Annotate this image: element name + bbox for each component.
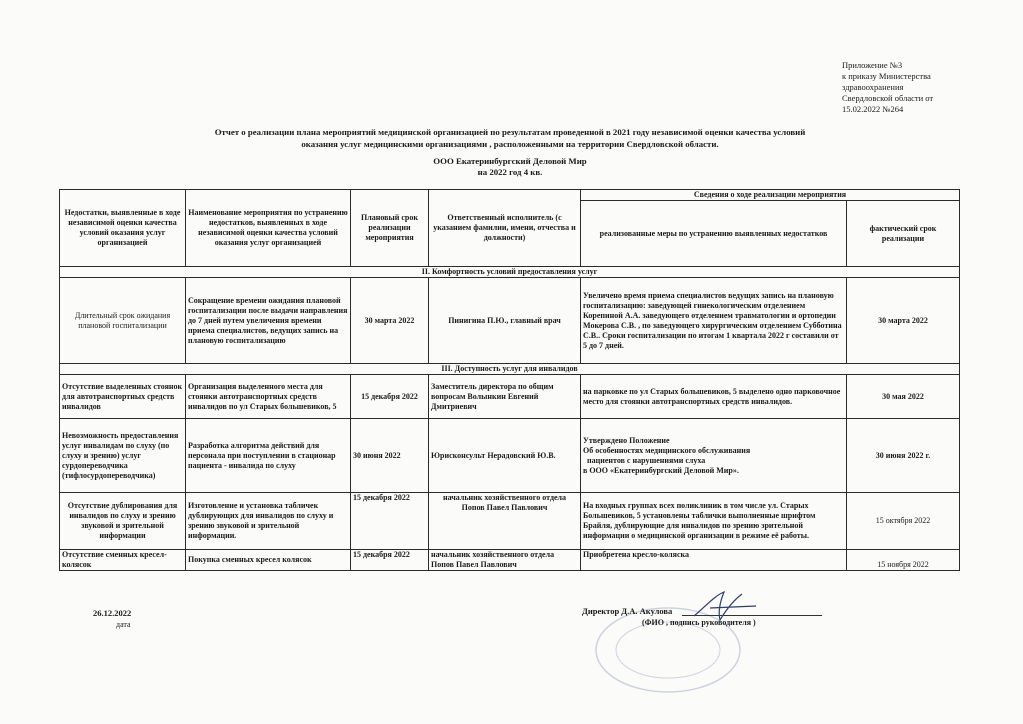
appendix-line: здравоохранения [842,82,904,92]
header-planned: Плановый срок реализации мероприятия [351,190,429,267]
table-row [60,493,960,550]
report-table [59,189,960,571]
cell-measure: Сокращение времени ожидания плановой госпитализации после выдачи направления до 7 дней путем увеличения времени приема специалистов, ведущих запись на плановую госпитализацию [186,278,351,364]
footer-date: 26.12.2022 [93,608,132,618]
appendix-line: Приложение №3 [842,60,903,70]
report-period: на 2022 год 4 кв. [477,167,543,177]
footer-director: Директор Д.А. Акулова [582,606,673,616]
cell-implemented [581,419,847,493]
cell-responsible: Пинигина П.Ю., главный врач [429,278,581,364]
cell-actual: 30 мая 2022 [847,375,960,419]
cell-shortcoming: Отсутствие выделенных стоянок для автотранспортных средств инвалидов [60,375,186,419]
cell-measure: Разработка алгоритма действий для персонала при поступлении в стационар пациента - инвалида по слуху [186,419,351,493]
cell-planned: 15 декабря 2022 [351,375,429,419]
table-row [60,550,960,571]
cell-actual: 15 октября 2022 [847,493,960,550]
table-row [60,375,960,419]
cell-shortcoming: Отсутствие дублирования для инвалидов по слуху и зрению звуковой и зрительной информации [60,493,186,550]
organization-block [370,156,650,178]
organization-name: ООО Екатеринбургский Деловой Мир [433,156,587,166]
section-accessibility: III. Доступность услуг для инвалидов [60,364,960,375]
cell-planned: 15 декабря 2022 [351,493,429,550]
cell-implemented: На входных группах всех поликлиник в том числе ул. Старых Большевиков, 5 установлены таблички выполненные шрифтом Брайля, дублирующие для инвалидов по зрению зрительной информации о медицинской организации в режиме её работы. [581,493,847,550]
cell-responsible: начальник хозяйственного отдела Попов Павел Павлович [429,493,581,550]
implemented-line: Об особенностях медицинского обслуживания [583,445,751,455]
cell-measure: Изготовление и установка табличек дублирующих для инвалидов по слуху и зрению звуковой и зрительной информации. [186,493,351,550]
header-responsible: Ответственный исполнитель (с указанием фамилии, имени, отчества и должности) [429,190,581,267]
cell-shortcoming: Невозможность предоставления услуг инвалидам по слуху (по слуху и зрению) услуг сурдопереводчика (тифлосурдопереводчика) [60,419,186,493]
header-progress: Сведения о ходе реализации мероприятия [581,190,960,201]
cell-shortcoming: Длительный срок ожидания плановой госпитализации [60,278,186,364]
cell-measure: Организация выделенного места для стоянки автотранспортных средств инвалидов по ул Старых большевиков, 5 [186,375,351,419]
report-title-line: оказания услуг медицинскими организациями , расположенными на территории Свердловской области. [301,139,719,149]
table-row [60,278,960,364]
implemented-line: Утверждено Положение [583,435,670,445]
cell-planned: 30 июня 2022 [351,419,429,493]
implemented-line: пациентов с нарушениями слуха [587,455,706,465]
cell-implemented: Увеличено время приема специалистов ведущих запись на плановую госпитализацию: заведующей гинекологическим отделением Корепиной А.А. заведующего отделением травматологии и ортопедии Мокерова С.В. , по заведующего хирургическим отделением Субботина С.В.. Сроки госпитализации по итогам 1 квартала 2022 г составили от 5 до 7 дней. [581,278,847,364]
table-row [60,419,960,493]
header-shortcomings: Недостатки, выявленные в ходе независимой оценки качества условий оказания услуг организацией [60,190,186,267]
cell-implemented: Приобретена кресло-коляска [581,550,847,571]
appendix-note [842,60,1012,115]
cell-responsible: Заместитель директора по общим вопросам Волынкин Евгений Дмитриевич [429,375,581,419]
header-implemented: реализованные меры по устранению выявленных недостатков [581,201,847,267]
footer-fio-label: (ФИО , подпись руководителя ) [642,618,756,627]
cell-shortcoming: Отсутствие сменных кресел-колясок [60,550,186,571]
header-actual: фактический срок реализации [847,201,960,267]
footer-date-label: дата [116,620,131,629]
cell-measure: Покупка сменных кресел колясок [186,550,351,571]
appendix-line: к приказу Министерства [842,71,931,81]
cell-planned: 15 декабря 2022 [351,550,429,571]
cell-actual: 30 июня 2022 г. [847,419,960,493]
appendix-line: 15.02.2022 №264 [842,104,904,114]
cell-implemented: на парковке по ул Старых большевиков, 5 выделено одно парковочное место для стоянки автотранспортных средств инвалидов. [581,375,847,419]
cell-responsible: начальник хозяйственного отдела Попов Павел Павлович [429,550,581,571]
cell-actual: 30 марта 2022 [847,278,960,364]
section-comfort: II. Комфортность условий предоставления услуг [60,267,960,278]
cell-planned: 30 марта 2022 [351,278,429,364]
header-measure: Наименование мероприятия по устранению недостатков, выявленных в ходе независимой оценки качества условий оказания услуг организацией [186,190,351,267]
report-title [160,126,860,150]
cell-responsible: Юрисконсульт Нерадовский Ю.В. [429,419,581,493]
cell-actual: 15 ноября 2022 [847,550,960,571]
report-title-line: Отчет о реализации плана мероприятий медицинской организацией по результатам проведенной в 2021 году независимой оценки качества условий [214,127,806,137]
implemented-line: в ООО «Екатеринбургский Деловой Мир». [583,465,739,475]
appendix-line: Свердловской области от [842,93,934,103]
